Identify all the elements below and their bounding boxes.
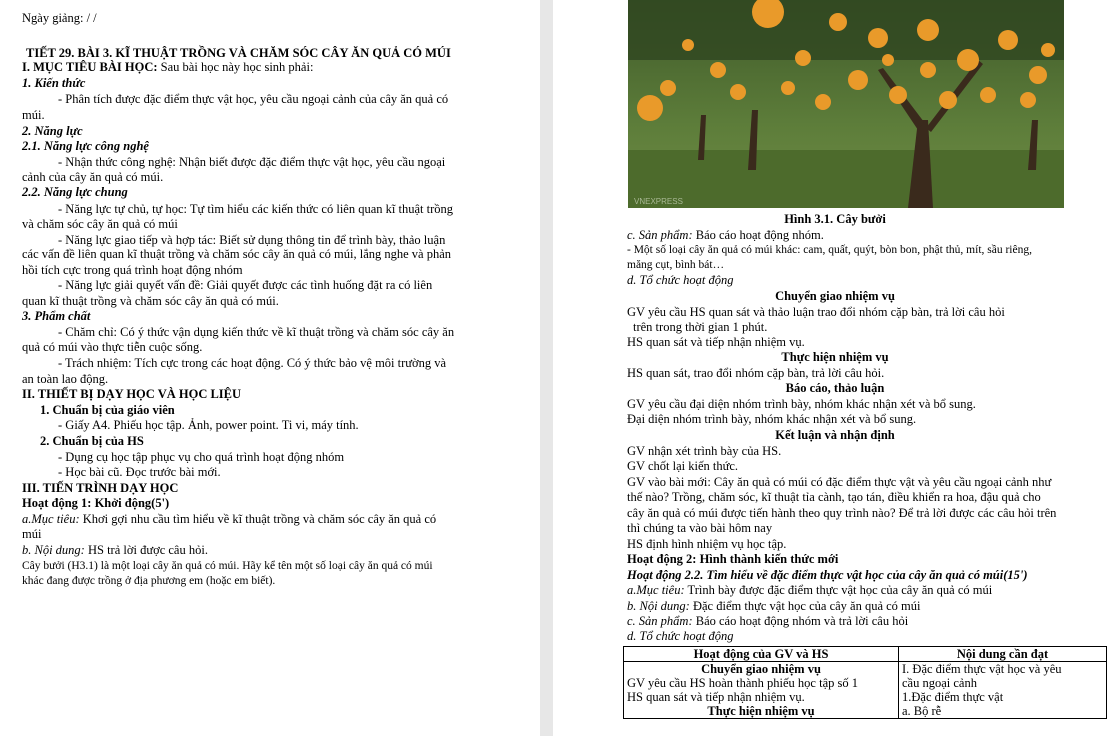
general-competence-line: hồi tích cực trong quá trình hoạt động nhóm [22,263,243,277]
table-row [624,662,1107,719]
qualities-line: - Trách nhiệm: Tích cực trong các hoạt động. Có ý thức bảo vệ môi trường và [58,356,447,370]
activity-1-heading: Hoạt động 1: Khởi động(5') [22,496,170,510]
activity-table [623,646,1107,719]
organize-heading: d. Tổ chức hoạt động [627,273,734,287]
conclusion-line: GV vào bài mới: Cây ăn quả có múi có đặc điểm thực vật và yêu cầu ngoại cảnh như [627,475,1052,489]
student-prep-line: - Học bài cũ. Đọc trước bài mới. [58,465,221,479]
content-cell [899,662,1107,719]
perform-task-line: HS quan sát, trao đổi nhóm cặp bàn, trả lời câu hỏi. [627,366,885,380]
activity-1-question: Cây bưởi (H3.1) là một loại cây ăn quả có múi. Hãy kể tên một số loại cây ăn quả có múi [22,560,433,572]
general-competence-heading: 2.2. Năng lực chung [22,185,128,199]
conclusion-line: GV nhận xét trình bày của HS. [627,444,782,458]
activity-1-content: b. Nội dung: HS trả lời được câu hỏi. [22,543,208,557]
photo-watermark: VNEXPRESS [634,197,683,206]
section-1-heading: I. MỤC TIÊU BÀI HỌC: Sau bài học này học sinh phải: [22,60,314,74]
activity-1-question: khác đang được trồng ở địa phương em (hoặc em biết). [22,575,276,587]
assign-task-line: GV yêu cầu HS quan sát và thảo luận trao đổi nhóm cặp bàn, trả lời câu hỏi [627,305,1005,319]
report-line: Đại diện nhóm trình bày, nhóm khác nhận xét và bổ sung. [627,412,917,426]
knowledge-line: - Phân tích được đặc điểm thực vật học, yêu cầu ngoại cảnh của cây ăn quả có [58,92,449,106]
right-page [553,0,1117,736]
other-citrus-line: - Một số loại cây ăn quả có múi khác: cam, quất, quýt, bòn bon, phật thủ, mít, sầu riêng, [627,244,1032,256]
perform-task-heading: Thực hiện nhiệm vụ [781,350,889,364]
general-competence-line: quan kĩ thuật trồng và chăm sóc cây ăn quả có múi. [22,294,279,308]
teacher-student-activity-cell [624,662,899,719]
activity-1-objective: múi [22,527,42,541]
table-cell-line: GV yêu cầu HS hoàn thành phiếu học tập số 1 [627,676,858,690]
qualities-line: an toàn lao động. [22,372,109,386]
left-page [0,0,540,736]
assign-task-heading: Chuyển giao nhiệm vụ [775,289,895,303]
table-cell-heading: Thực hiện nhiệm vụ [707,704,815,718]
conclusion-line: thế nào? Trồng, chăm sóc, kĩ thuật tỉa cành, tạo tán, điều khiển ra hoa, đậu quả cho [627,490,1041,504]
activity-2-2-heading: Hoạt động 2.2. Tìm hiểu về đặc điểm thực vật học của cây ăn quả có múi(15') [627,568,1028,582]
table-header-cell: Nội dung cần đạt [899,647,1107,662]
product-line: c. Sản phẩm: Báo cáo hoạt động nhóm. [627,228,824,242]
table-cell-line: 1.Đặc điểm thực vật [902,690,1004,704]
assign-task-line: trên trong thời gian 1 phút. [633,320,768,334]
competence-heading: 2. Năng lực [22,124,83,138]
knowledge-line: múi. [22,108,45,122]
section-3-heading: III. TIẾN TRÌNH DẠY HỌC [22,481,179,495]
conclusion-line: thì chúng ta vào bài hôm nay [627,521,773,535]
table-cell-heading: Chuyển giao nhiệm vụ [701,662,821,676]
conclusion-line: cây ăn quả có múi được tiến hành theo quy trình nào? Để trả lời được các câu hỏi trên [627,506,1057,520]
tech-competence-line: cảnh của cây ăn quả có múi. [22,170,164,184]
general-competence-line: các vấn đề liên quan kĩ thuật trồng và chăm sóc cây ăn quả có múi, lắng nghe và phản [22,247,452,261]
general-competence-line: - Năng lực giải quyết vấn đề: Giải quyết được các tình huống đặt ra có liên [58,278,433,292]
qualities-heading: 3. Phẩm chất [22,309,91,323]
teacher-prep-line: - Giấy A4. Phiếu học tập. Ảnh, power point. Ti vi, máy tính. [58,418,359,432]
general-competence-line: - Năng lực giao tiếp và hợp tác: Biết sử dụng thông tin để trình bày, thảo luận [58,233,446,247]
activity-2-heading: Hoạt động 2: Hình thành kiến thức mới [627,552,839,566]
lesson-title: TIẾT 29. BÀI 3. KĨ THUẬT TRỒNG VÀ CHĂM SÓC CÂY ĂN QUẢ CÓ MÚI [26,46,451,60]
pomelo-tree-illustration [628,0,1064,208]
report-line: GV yêu cầu đại diện nhóm trình bày, nhóm khác nhận xét và bổ sung. [627,397,976,411]
student-prep-heading: 2. Chuẩn bị của HS [40,434,144,448]
table-cell-line: a. Bộ rễ [902,704,942,718]
other-citrus-line: măng cụt, bình bát… [627,259,725,271]
qualities-line: quả có múi vào thực tiễn cuộc sống. [22,340,203,354]
pomelo-tree-photo [628,0,1064,208]
activity-2-2-product: c. Sản phẩm: Báo cáo hoạt động nhóm và trả lời câu hỏi [627,614,909,628]
conclusion-heading: Kết luận và nhận định [775,428,895,442]
tech-competence-line: - Nhận thức công nghệ: Nhận biết được đặc điểm thực vật học, yêu cầu ngoại [58,155,446,169]
tech-competence-heading: 2.1. Năng lực công nghệ [22,139,149,153]
table-cell-line: I. Đặc điểm thực vật học và yêu [902,662,1062,676]
assign-task-line: HS quan sát và tiếp nhận nhiệm vụ. [627,335,805,349]
conclusion-line: HS định hình nhiệm vụ học tập. [627,537,787,551]
activity-2-2-objective: a.Mục tiêu: Trình bày được đặc điểm thực vật học của cây ăn quả có múi [627,583,993,597]
section-2-heading: II. THIẾT BỊ DẠY HỌC VÀ HỌC LIỆU [22,387,242,401]
conclusion-line: GV chốt lại kiến thức. [627,459,739,473]
table-header-cell: Hoạt động của GV và HS [624,647,899,662]
qualities-line: - Chăm chỉ: Có ý thức vận dụng kiến thức về kĩ thuật trồng và chăm sóc cây ăn [58,325,455,339]
table-cell-line: cầu ngoại cảnh [902,676,977,690]
activity-1-objective: a.Mục tiêu: Khơi gợi nhu cầu tìm hiểu về kĩ thuật trồng và chăm sóc cây ăn quả có [22,512,437,526]
figure-caption: Hình 3.1. Cây bưởi [784,212,886,226]
student-prep-line: - Dụng cụ học tập phục vụ cho quá trình hoạt động nhóm [58,450,345,464]
activity-2-2-organize: d. Tổ chức hoạt động [627,629,734,643]
knowledge-heading: 1. Kiến thức [22,76,86,90]
report-heading: Báo cáo, thảo luận [785,381,885,395]
date-line: Ngày giảng: / / [22,11,97,25]
activity-2-2-content: b. Nội dung: Đặc điểm thực vật học của cây ăn quả có múi [627,599,921,613]
general-competence-line: và chăm sóc cây ăn quả có múi [22,217,178,231]
teacher-prep-heading: 1. Chuẩn bị của giáo viên [40,403,175,417]
table-header-row [624,647,1107,662]
table-cell-line: HS quan sát và tiếp nhận nhiệm vụ. [627,690,805,704]
general-competence-line: - Năng lực tự chủ, tự học: Tự tìm hiểu các kiến thức có liên quan kĩ thuật trồng [58,202,454,216]
